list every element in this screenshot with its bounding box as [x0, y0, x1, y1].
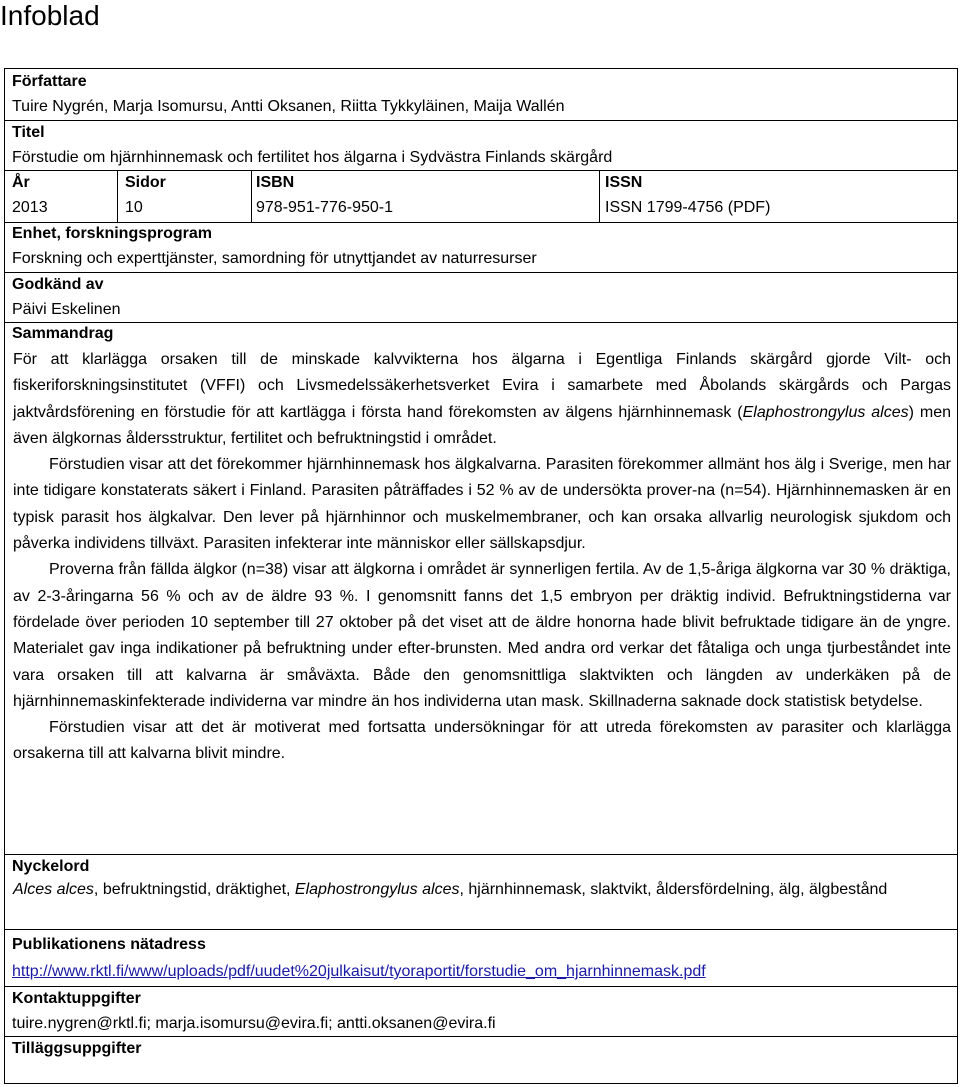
info-sheet-box — [4, 68, 958, 1084]
column-divider — [251, 170, 252, 222]
divider — [5, 222, 957, 223]
divider — [5, 170, 957, 171]
unit-value: Forskning och experttjänster, samordning för utnyttjandet av naturresurser — [12, 250, 537, 267]
divider — [5, 1036, 957, 1037]
divider — [5, 272, 957, 273]
summary-text-segment: ) men även älgkornas åldersstruktur, fertilitet och befruktningstid i området. — [13, 403, 952, 447]
keywords-label: Nyckelord — [12, 858, 90, 875]
approved-value: Päivi Eskelinen — [12, 301, 121, 318]
divider — [5, 322, 957, 323]
keyword-species: Alces alces — [13, 881, 94, 898]
author-label: Författare — [12, 73, 87, 90]
summary-paragraph: Förstudien visar att det förekommer hjärnhinnemask hos älgkalvarna. Parasiten förekommer allmänt hos älg i Sverige, men har inte tidigare konstaterats säkert i Finland. Parasiten påträffades i 52 % av de undersökta prover-na (n=54). Hjärnhinnemasken är en typisk parasit hos älgkalvar. Den lever på hjärnhinnor och muskelmembraner, och kan orsaka allvarlig neurologisk sjukdom och påverka individens tillväxt. Parasiten infekterar inte människor eller sällskapsdjur. — [13, 456, 951, 553]
publication-link[interactable]: http://www.rktl.fi/www/uploads/pdf/uudet%20julkaisut/tyoraportit/forstudie_om_hjarnhinnemask.pdf — [12, 963, 706, 980]
issn-label: ISSN — [605, 174, 643, 191]
column-divider — [117, 170, 118, 222]
summary-paragraph — [13, 347, 951, 452]
title-value: Förstudie om hjärnhinnemask och fertilitet hos älgarna i Sydvästra Finlands skärgård — [12, 149, 613, 166]
pages-value: 10 — [125, 199, 143, 216]
approved-label: Godkänd av — [12, 276, 104, 293]
web-address-label: Publikationens nätadress — [12, 936, 206, 953]
divider — [5, 120, 957, 121]
contact-value: tuire.nygren@rktl.fi; marja.isomursu@evira.fi; antti.oksanen@evira.fi — [12, 1015, 496, 1032]
pages-label: Sidor — [125, 174, 166, 191]
keyword-text: , hjärnhinnemask, slaktvikt, åldersfördelning, älg, älgbestånd — [459, 881, 888, 898]
unit-label: Enhet, forskningsprogram — [12, 225, 213, 242]
keywords-value — [13, 879, 943, 901]
title-label: Titel — [12, 124, 45, 141]
divider — [5, 929, 957, 930]
divider — [5, 986, 957, 987]
summary-paragraph: Proverna från fällda älgkor (n=38) visar att älgkorna i området är synnerligen fertila. Av de 1,5-åriga älgkorna var 30 % dräktiga, av 2-3-åringarna 56 % och av de äldre 93 %. I genomsnitt fanns det 1,5 embryon per dräktig individ. Befruktningstiderna var fördelade över perioden 10 september till 27 oktober på det viset att de äldre honorna hade blivit befruktade tidigare än de yngre. Materialet gav inga indikationer på befruktning under efter-brunsten. Med andra ord verkar det fåtaliga och unga tjurbeståndet inte vara orsaken till att kalvarna är småväxta. Både den genomsnittliga slaktvikten och längden av underkäken på de hjärnhinnemaskinfekterade individerna var mindre än hos individerna utan mask. Skillnaderna saknade dock statistisk betydelse. — [13, 561, 951, 710]
summary-text-segment: För att klarlägga orsaken till de minskade kalvvikterna hos älgarna i Egentliga Finlands skärgård gjorde Vilt- och fiskeriforskningsinstitutet (VFFI) och Livsmedelssäkerhetsverket Evira i samarbete med Åbolands skärgårds och Pargas jaktvårdsförening en förstudie för att kartlägga i första hand förekomsten av älgens hjärnhinnemask ( — [13, 351, 951, 421]
year-label: År — [12, 174, 30, 191]
keyword-species: Elaphostrongylus alces — [294, 881, 460, 898]
divider — [5, 854, 957, 855]
author-value: Tuire Nygrén, Marja Isomursu, Antti Oksanen, Riitta Tykkyläinen, Maija Wallén — [12, 98, 565, 115]
isbn-label: ISBN — [256, 174, 295, 191]
isbn-value: 978-951-776-950-1 — [256, 199, 393, 216]
additional-info-label: Tilläggsuppgifter — [12, 1040, 142, 1057]
contact-label: Kontaktuppgifter — [12, 990, 141, 1007]
summary-paragraph: Förstudien visar att det är motiverat med fortsatta undersökningar för att utreda förekomsten av parasiter och klarlägga orsakerna till att kalvarna blivit mindre. — [13, 719, 951, 763]
year-value: 2013 — [12, 199, 48, 216]
keyword-text: , befruktningstid, dräktighet, — [93, 881, 295, 898]
summary-label: Sammandrag — [12, 325, 114, 342]
summary-text — [13, 347, 951, 768]
species-name: Elaphostrongylus alces — [742, 403, 909, 421]
column-divider — [599, 170, 600, 222]
issn-value: ISSN 1799-4756 (PDF) — [605, 199, 771, 216]
page-title: Infoblad — [0, 0, 100, 31]
